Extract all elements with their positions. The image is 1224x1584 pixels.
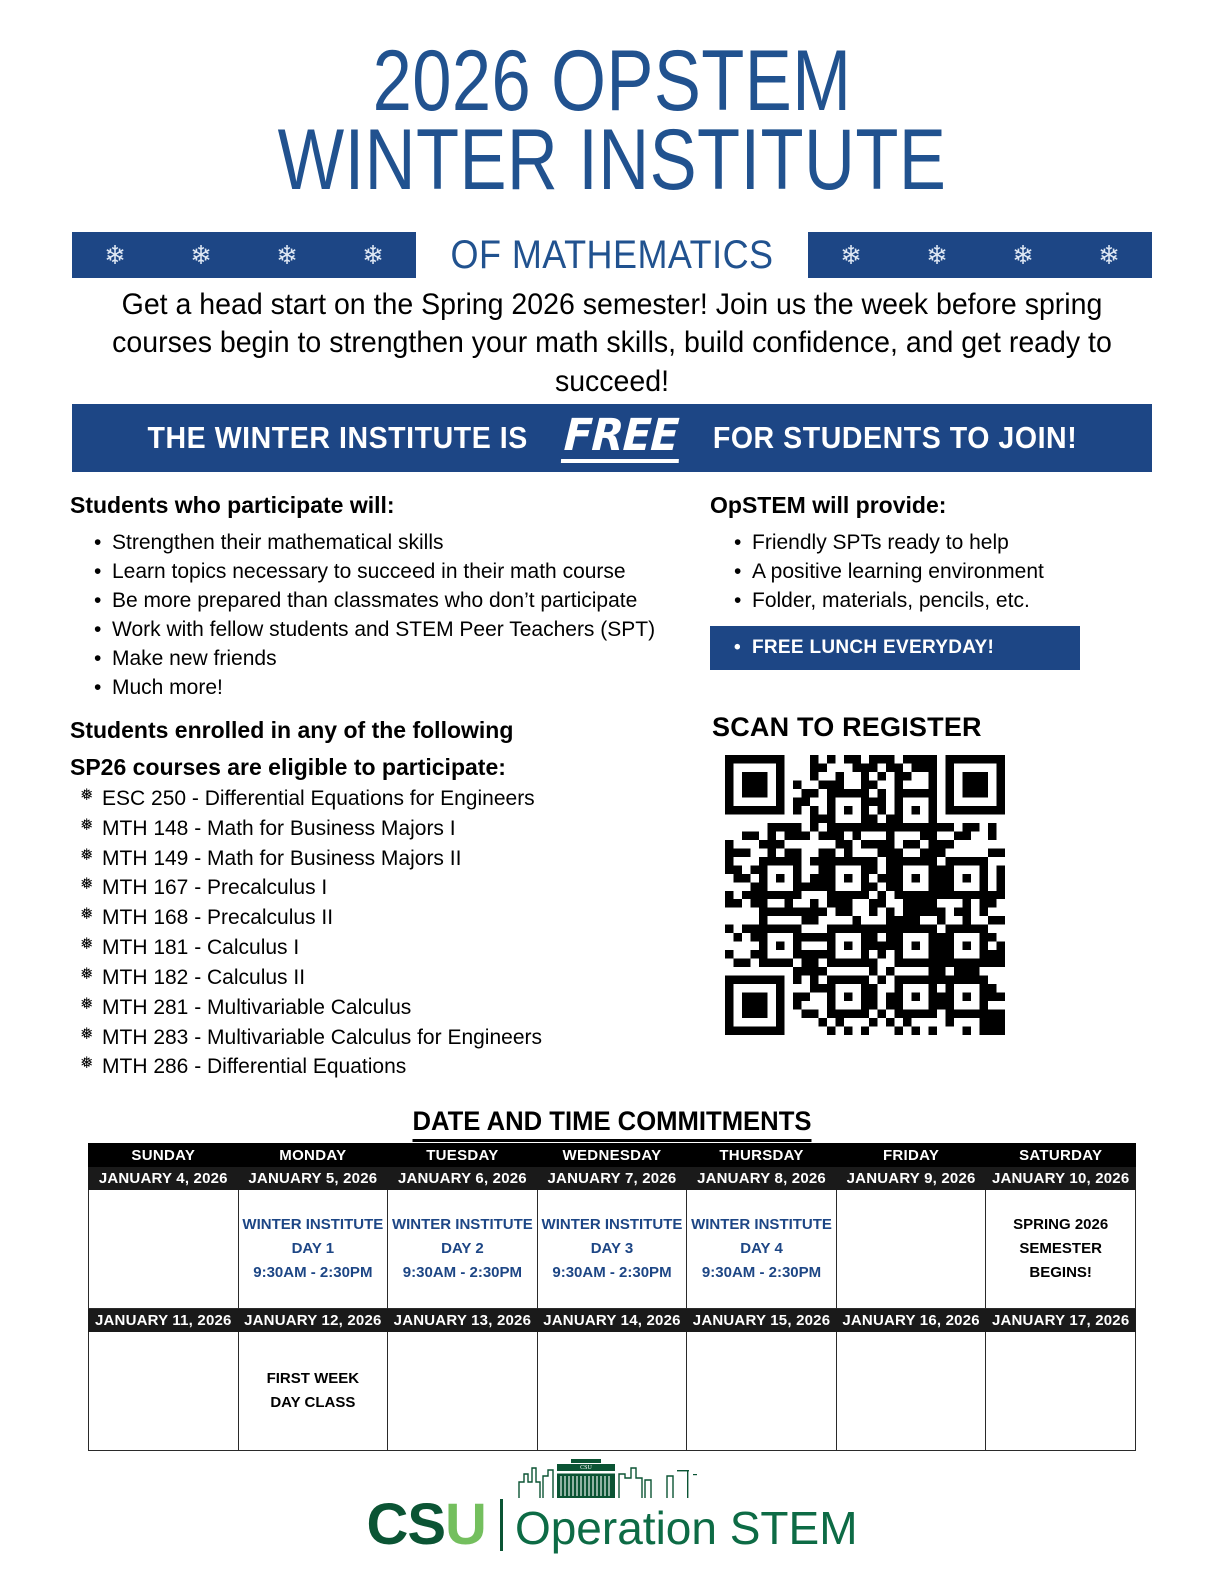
logo-divider xyxy=(500,1499,503,1551)
course-item xyxy=(70,963,690,993)
date-cell: JANUARY 13, 2026 xyxy=(388,1309,538,1332)
list-item-label: Friendly SPTs ready to help xyxy=(752,531,1009,555)
snowflake-icon: ❄ xyxy=(840,240,862,270)
snowflake-icon: ❄ xyxy=(362,240,384,270)
courses-heading-line-1: Students enrolled in any of the following xyxy=(70,717,514,743)
day-header: SATURDAY xyxy=(986,1144,1136,1167)
calendar-week1-body-row xyxy=(89,1190,1136,1309)
day-header: THURSDAY xyxy=(687,1144,837,1167)
calendar-cell xyxy=(687,1190,837,1309)
calendar-cell-line: DAY 2 xyxy=(441,1239,484,1257)
snowflake-icon: ❄ xyxy=(104,240,126,270)
day-header: MONDAY xyxy=(238,1144,388,1167)
free-banner-after: FOR STUDENTS TO JOIN! xyxy=(712,420,1077,455)
calendar-cell-line: WINTER INSTITUTE xyxy=(391,1215,533,1233)
calendar-cell xyxy=(89,1332,239,1451)
course-item xyxy=(70,814,690,844)
list-item-label: Much more! xyxy=(112,675,223,699)
calendar-cell-line: DAY CLASS xyxy=(270,1394,356,1411)
list-item-label: A positive learning environment xyxy=(752,560,1044,584)
snowflake-bullet-icon: ❅ xyxy=(80,876,94,894)
list-item xyxy=(70,616,670,645)
date-cell: JANUARY 4, 2026 xyxy=(89,1167,239,1190)
snowflake-icon: ❄ xyxy=(190,240,212,270)
qr-code[interactable] xyxy=(725,755,1005,1035)
subtitle-banner xyxy=(72,232,1152,278)
logo-letter-u: U xyxy=(445,1492,486,1557)
scan-to-register-heading: SCAN TO REGISTER xyxy=(712,712,982,742)
snowflake-band-right xyxy=(808,232,1152,278)
calendar-week2-date-row xyxy=(89,1309,1136,1332)
free-lunch-label: FREE LUNCH EVERYDAY! xyxy=(752,636,995,658)
provide-heading: OpSTEM will provide: xyxy=(710,492,947,518)
course-label: MTH 181 - Calculus I xyxy=(102,936,300,960)
provide-section xyxy=(710,490,1110,670)
snowflake-bullet-icon: ❅ xyxy=(80,906,94,924)
bullet-icon: • xyxy=(94,588,102,612)
calendar-cell-line: FIRST WEEK xyxy=(266,1369,360,1387)
course-item xyxy=(70,784,690,814)
list-item xyxy=(70,674,670,703)
day-header: TUESDAY xyxy=(388,1144,538,1167)
course-label: MTH 149 - Math for Business Majors II xyxy=(102,846,462,870)
courses-heading-line-2: SP26 courses are eligible to participate: xyxy=(70,754,506,781)
course-item xyxy=(70,903,690,933)
date-cell: JANUARY 14, 2026 xyxy=(537,1309,687,1332)
snowflake-icon: ❄ xyxy=(1098,240,1120,270)
calendar-cell xyxy=(986,1332,1136,1451)
snowflake-bullet-icon: ❅ xyxy=(80,965,94,983)
calendar-cell xyxy=(836,1332,986,1451)
course-item xyxy=(70,993,690,1023)
calendar-cell xyxy=(836,1190,986,1309)
provide-list xyxy=(710,529,1110,616)
logo-wordmark xyxy=(366,1492,858,1557)
snowflake-bullet-icon: ❅ xyxy=(80,936,94,954)
bullet-icon: • xyxy=(94,560,102,584)
calendar-cell-line: 9:30AM - 2:30PM xyxy=(552,1264,672,1282)
logo-program-name: Operation STEM xyxy=(514,1502,858,1554)
bullet-icon: • xyxy=(734,560,742,584)
list-item xyxy=(710,529,1110,558)
bullet-icon: • xyxy=(734,588,742,612)
bullet-icon: • xyxy=(734,531,742,555)
calendar-week2-body-row xyxy=(89,1332,1136,1451)
free-banner xyxy=(72,404,1152,472)
date-cell: JANUARY 16, 2026 xyxy=(836,1309,986,1332)
csu-operation-stem-logo xyxy=(0,1456,1224,1557)
calendar-cell xyxy=(388,1332,538,1451)
date-cell: JANUARY 5, 2026 xyxy=(238,1167,388,1190)
calendar-cell xyxy=(388,1190,538,1309)
snowflake-band-left xyxy=(72,232,416,278)
courses-list xyxy=(70,784,690,1082)
title-line-1: 2026 OPSTEM xyxy=(372,33,852,129)
day-header: SUNDAY xyxy=(89,1144,239,1167)
course-label: MTH 283 - Multivariable Calculus for Engineers xyxy=(102,1025,543,1049)
calendar-cell xyxy=(687,1332,837,1451)
svg-text:CSU: CSU xyxy=(580,1465,592,1471)
participate-list xyxy=(70,529,670,703)
logo-letter-c: C xyxy=(366,1492,408,1557)
course-item xyxy=(70,873,690,903)
participate-heading: Students who participate will: xyxy=(70,492,395,518)
date-cell: JANUARY 8, 2026 xyxy=(687,1167,837,1190)
course-item xyxy=(70,1052,690,1082)
calendar-cell xyxy=(537,1332,687,1451)
calendar-title-text: DATE AND TIME COMMITMENTS xyxy=(413,1106,812,1142)
calendar-week1-date-row xyxy=(89,1167,1136,1190)
date-cell: JANUARY 6, 2026 xyxy=(388,1167,538,1190)
free-lunch-row xyxy=(710,637,1080,659)
list-item-label: Strengthen their mathematical skills xyxy=(112,531,444,555)
snowflake-bullet-icon: ❅ xyxy=(80,1025,94,1043)
course-item xyxy=(70,933,690,963)
free-banner-before: THE WINTER INSTITUTE IS xyxy=(147,420,529,455)
calendar-cell-line: SEMESTER xyxy=(1019,1239,1102,1257)
course-item xyxy=(70,844,690,874)
free-lunch-callout xyxy=(710,626,1080,670)
course-label: MTH 286 - Differential Equations xyxy=(102,1055,407,1079)
day-header: WEDNESDAY xyxy=(537,1144,687,1167)
snowflake-icon: ❄ xyxy=(276,240,298,270)
date-cell: JANUARY 10, 2026 xyxy=(986,1167,1136,1190)
snowflake-icon: ❄ xyxy=(926,240,948,270)
calendar-cell-line: DAY 3 xyxy=(590,1239,634,1257)
title-line-2: WINTER INSTITUTE xyxy=(277,112,947,209)
list-item xyxy=(710,558,1110,587)
calendar-cell-line: 9:30AM - 2:30PM xyxy=(253,1264,373,1282)
list-item-label: Learn topics necessary to succeed in their math course xyxy=(112,560,626,584)
calendar-cell-line: 9:30AM - 2:30PM xyxy=(701,1264,822,1282)
list-item-label: Folder, materials, pencils, etc. xyxy=(752,588,1030,612)
list-item-label: Be more prepared than classmates who don’t participate xyxy=(112,588,638,612)
course-label: MTH 281 - Multivariable Calculus xyxy=(102,995,412,1019)
subtitle-text: OF MATHEMATICS xyxy=(450,233,774,277)
list-item-label: Work with fellow students and STEM Peer Teachers (SPT) xyxy=(112,617,656,641)
list-item xyxy=(70,587,670,616)
list-item xyxy=(70,558,670,587)
calendar-cell-line: DAY 4 xyxy=(740,1239,783,1257)
date-cell: JANUARY 12, 2026 xyxy=(238,1309,388,1332)
date-cell: JANUARY 11, 2026 xyxy=(89,1309,239,1332)
bullet-icon: • xyxy=(94,675,102,699)
list-item xyxy=(70,645,670,674)
free-banner-highlight: FREE xyxy=(562,409,680,461)
course-label: MTH 148 - Math for Business Majors I xyxy=(102,816,456,840)
date-cell: JANUARY 7, 2026 xyxy=(537,1167,687,1190)
bullet-icon: • xyxy=(734,636,741,658)
page-title xyxy=(0,33,1224,209)
calendar-cell xyxy=(986,1190,1136,1309)
calendar-cell-line: SPRING 2026 xyxy=(1013,1215,1109,1233)
skyline-icon xyxy=(515,1456,715,1500)
list-item xyxy=(70,529,670,558)
calendar-cell xyxy=(89,1190,239,1309)
calendar-cell-line: DAY 1 xyxy=(291,1239,335,1257)
calendar-cell xyxy=(238,1190,388,1309)
calendar-title xyxy=(0,1106,1224,1142)
calendar-cell xyxy=(238,1332,388,1451)
list-item-label: Make new friends xyxy=(112,646,277,670)
calendar-cell-line: 9:30AM - 2:30PM xyxy=(402,1264,522,1282)
course-item xyxy=(70,1023,690,1053)
calendar-table xyxy=(88,1143,1136,1451)
course-label: MTH 168 - Precalculus II xyxy=(102,906,334,930)
calendar-cell-line: WINTER INSTITUTE xyxy=(691,1215,832,1233)
logo-letter-s: S xyxy=(407,1492,446,1557)
snowflake-bullet-icon: ❅ xyxy=(80,995,94,1013)
intro-paragraph: Get a head start on the Spring 2026 semester! Join us the week before spring courses begin to strengthen your math skills, build confidence, and get ready to succeed! xyxy=(112,288,1112,398)
course-label: ESC 250 - Differential Equations for Engineers xyxy=(102,787,535,810)
course-label: MTH 167 - Precalculus I xyxy=(102,876,328,900)
date-cell: JANUARY 9, 2026 xyxy=(836,1167,986,1190)
snowflake-bullet-icon: ❅ xyxy=(80,816,94,834)
bullet-icon: • xyxy=(94,531,102,555)
snowflake-bullet-icon: ❅ xyxy=(80,846,94,864)
date-cell: JANUARY 15, 2026 xyxy=(687,1309,837,1332)
calendar-header-row xyxy=(89,1144,1136,1167)
snowflake-bullet-icon: ❅ xyxy=(80,1055,94,1073)
day-header: FRIDAY xyxy=(836,1144,986,1167)
calendar-cell xyxy=(537,1190,687,1309)
date-cell: JANUARY 17, 2026 xyxy=(986,1309,1136,1332)
participate-section xyxy=(70,490,670,703)
snowflake-bullet-icon: ❅ xyxy=(80,787,94,804)
list-item xyxy=(710,587,1110,616)
calendar-cell-line: BEGINS! xyxy=(1029,1264,1092,1282)
calendar-cell-line: WINTER INSTITUTE xyxy=(242,1215,384,1233)
bullet-icon: • xyxy=(94,646,102,670)
courses-heading xyxy=(70,712,690,787)
bullet-icon: • xyxy=(94,617,102,641)
snowflake-icon: ❄ xyxy=(1012,240,1034,270)
course-label: MTH 182 - Calculus II xyxy=(102,965,306,989)
calendar-cell-line: WINTER INSTITUTE xyxy=(541,1215,683,1233)
